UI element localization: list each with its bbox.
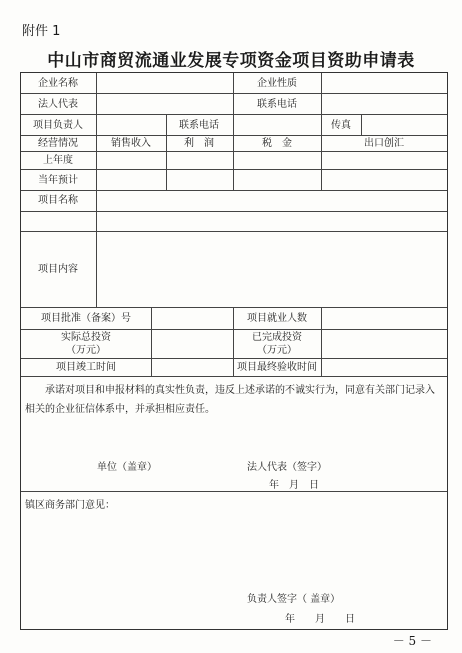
label-operations: 经营情况: [38, 138, 78, 149]
label-project-lead: 项目负责人: [33, 120, 83, 131]
label-completion-time: 项目竣工时间: [56, 362, 116, 373]
header-profit: 利 润: [184, 138, 214, 149]
header-sales-revenue: 销售收入: [111, 138, 151, 149]
label-completed-investment: 已完成投资: [252, 332, 302, 343]
label-approval-number: 项目批准（备案）号: [41, 313, 131, 324]
label-town-commerce-opinion: 镇区商务部门意见：: [25, 500, 115, 511]
label-employment-count: 项目就业人数: [247, 313, 307, 324]
application-form-table: [20, 72, 448, 630]
label-enterprise-name: 企业名称: [38, 78, 78, 89]
label-unit-seal: 单位（盖章）: [97, 462, 157, 473]
label-legal-representative: 法人代表: [38, 99, 78, 110]
form-title: 中山市商贸流通业发展专项资金项目资助申请表: [47, 51, 415, 71]
row-last-year: 上年度: [43, 155, 73, 166]
label-responsible-signature: 负责人签字（ 盖章）: [247, 594, 341, 605]
attachment-label: 附件 1: [22, 24, 61, 39]
label-total-investment: 实际总投资: [61, 332, 111, 343]
page-number: － 5 －: [392, 634, 432, 648]
town-opinion-date: 年 月 日: [285, 614, 355, 625]
commitment-date: 年 月 日: [269, 480, 319, 491]
row-current-year-estimate: 当年预计: [38, 175, 78, 186]
label-legal-signature: 法人代表（签字）: [247, 462, 327, 473]
label-project-content: 项目内容: [38, 264, 78, 275]
header-tax: 税 金: [262, 138, 292, 149]
label-fax: 传真: [331, 120, 351, 131]
label-total-investment-unit: （万元）: [66, 345, 106, 356]
label-completed-investment-unit: （万元）: [257, 345, 297, 356]
label-contact-phone: 联系电话: [257, 99, 297, 110]
label-enterprise-nature: 企业性质: [257, 78, 297, 89]
label-acceptance-time: 项目最终验收时间: [237, 362, 317, 373]
label-project-name: 项目名称: [38, 195, 78, 206]
commitment-statement: 承诺对项目和申报材料的真实性负责，违反上述承诺的不诚实行为，同意有关部门记录入相关的企业征信体系中，并承担相应责任。: [25, 385, 435, 415]
header-export-earnings: 出口创汇: [364, 138, 404, 149]
label-lead-contact-phone: 联系电话: [179, 120, 219, 131]
